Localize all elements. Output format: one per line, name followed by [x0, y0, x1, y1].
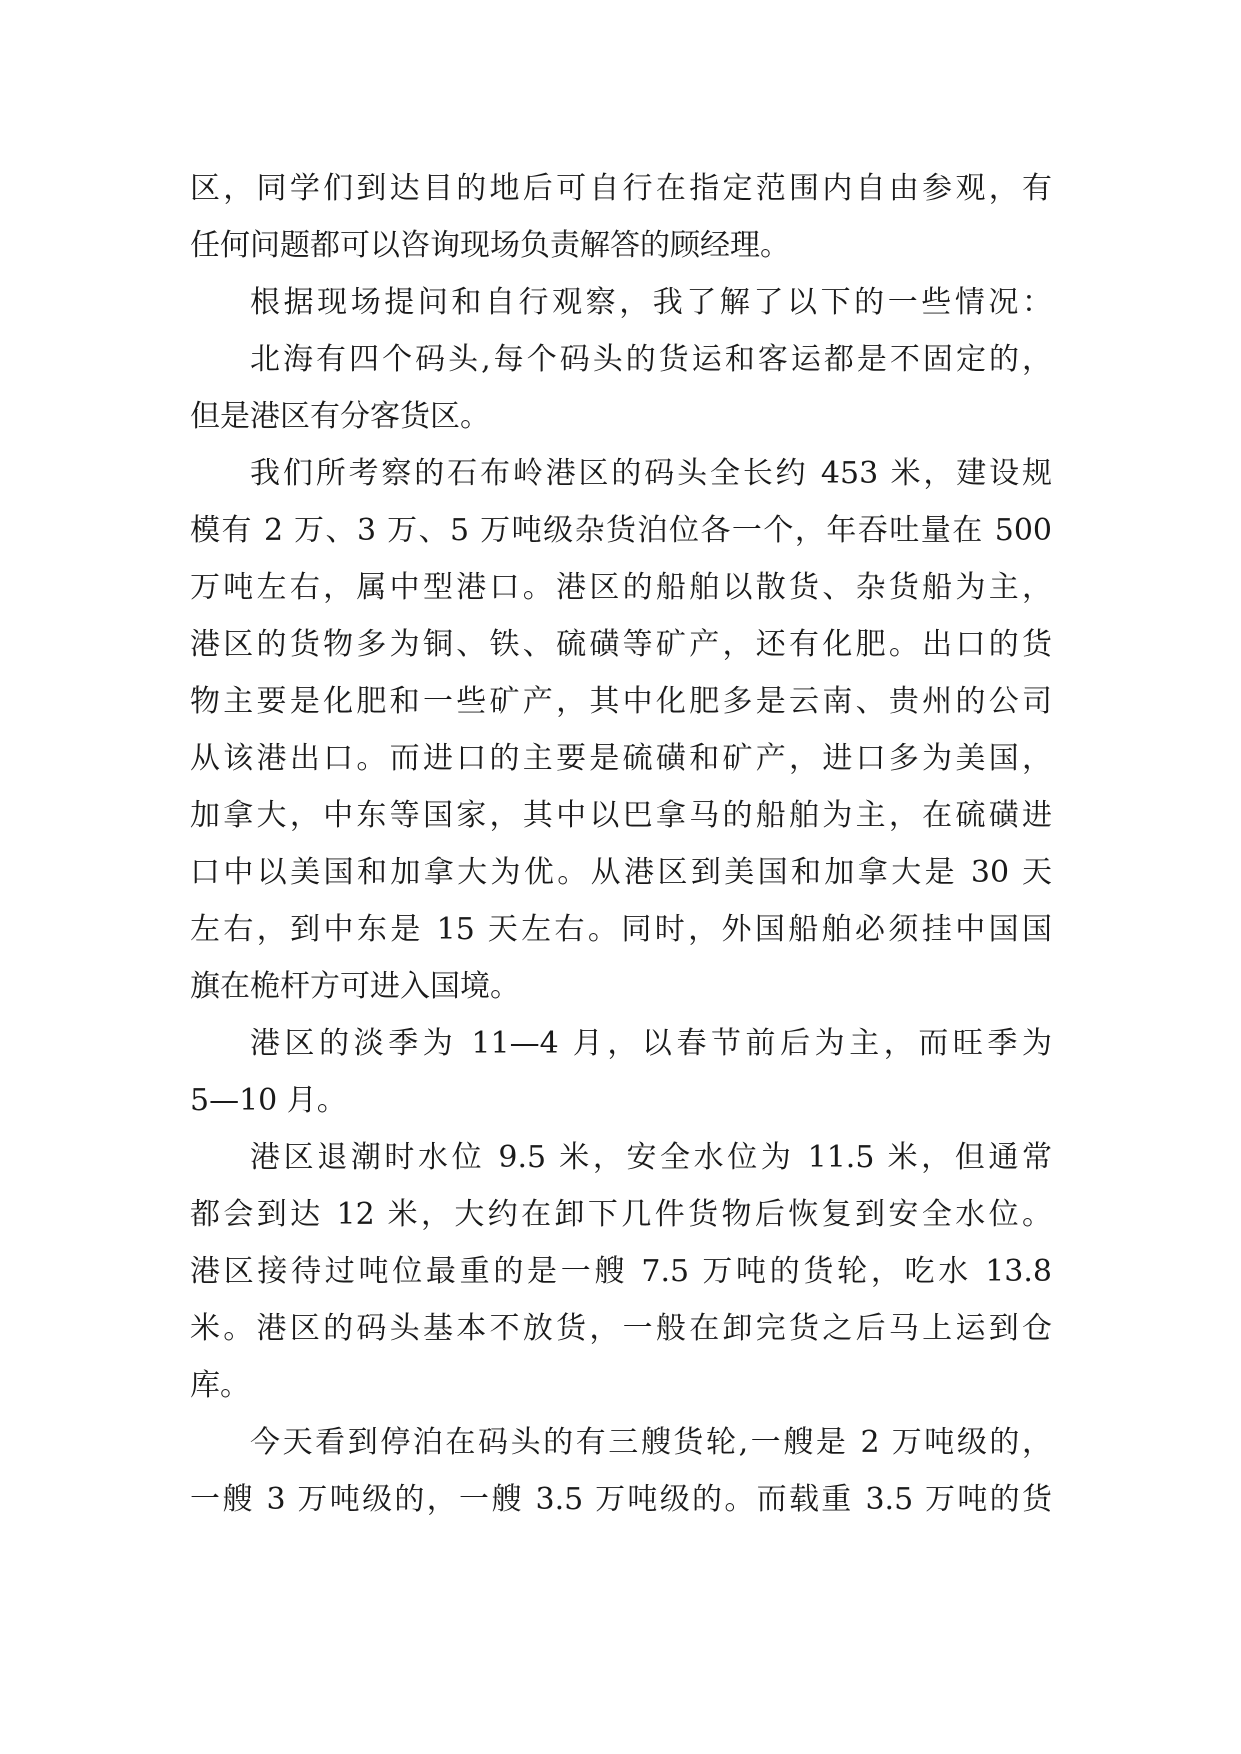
text-line: 港区的淡季为 11—4 月，以春节前后为主，而旺季为	[250, 1026, 1052, 1061]
text-line: 港区退潮时水位 9.5 米，安全水位为 11.5 米，但通常	[250, 1140, 1052, 1175]
text-line: 旗在桅杆方可进入国境。	[190, 969, 520, 1004]
text-line: 根据现场提问和自行观察，我了解了以下的一些情况：	[250, 285, 1052, 320]
text-line: 左右，到中东是 15 天左右。同时，外国船舶必须挂中国国	[190, 912, 1052, 947]
text-line: 北海有四个码头,每个码头的货运和客运都是不固定的，	[250, 342, 1052, 377]
document-body	[190, 160, 1052, 1528]
text-line: 从该港出口。而进口的主要是硫磺和矿产，进口多为美国，	[190, 741, 1052, 776]
text-line: 口中以美国和加拿大为优。从港区到美国和加拿大是 30 天	[190, 855, 1052, 890]
text-line: 港区接待过吨位最重的是一艘 7.5 万吨的货轮，吃水 13.8	[190, 1254, 1052, 1289]
text-line: 模有 2 万、3 万、5 万吨级杂货泊位各一个，年吞吐量在 500	[190, 513, 1052, 548]
text-line: 米。港区的码头基本不放货，一般在卸完货之后马上运到仓	[190, 1311, 1052, 1346]
text-line: 加拿大，中东等国家，其中以巴拿马的船舶为主，在硫磺进	[190, 798, 1052, 833]
text-line: 但是港区有分客货区。	[190, 399, 490, 434]
text-line: 万吨左右，属中型港口。港区的船舶以散货、杂货船为主，	[190, 570, 1052, 605]
text-line: 一艘 3 万吨级的，一艘 3.5 万吨级的。而载重 3.5 万吨的货	[190, 1482, 1052, 1517]
text-line: 都会到达 12 米，大约在卸下几件货物后恢复到安全水位。	[190, 1197, 1052, 1232]
text-line: 5—10 月。	[190, 1083, 347, 1118]
text-line: 物主要是化肥和一些矿产，其中化肥多是云南、贵州的公司	[190, 684, 1052, 719]
text-line: 我们所考察的石布岭港区的码头全长约 453 米，建设规	[250, 456, 1052, 491]
text-line: 任何问题都可以咨询现场负责解答的顾经理。	[190, 228, 790, 263]
text-line: 区，同学们到达目的地后可自行在指定范围内自由参观，有	[190, 171, 1052, 206]
text-line: 库。	[190, 1368, 250, 1403]
text-line: 港区的货物多为铜、铁、硫磺等矿产，还有化肥。出口的货	[190, 627, 1052, 662]
text-line: 今天看到停泊在码头的有三艘货轮,一艘是 2 万吨级的，	[250, 1425, 1052, 1460]
